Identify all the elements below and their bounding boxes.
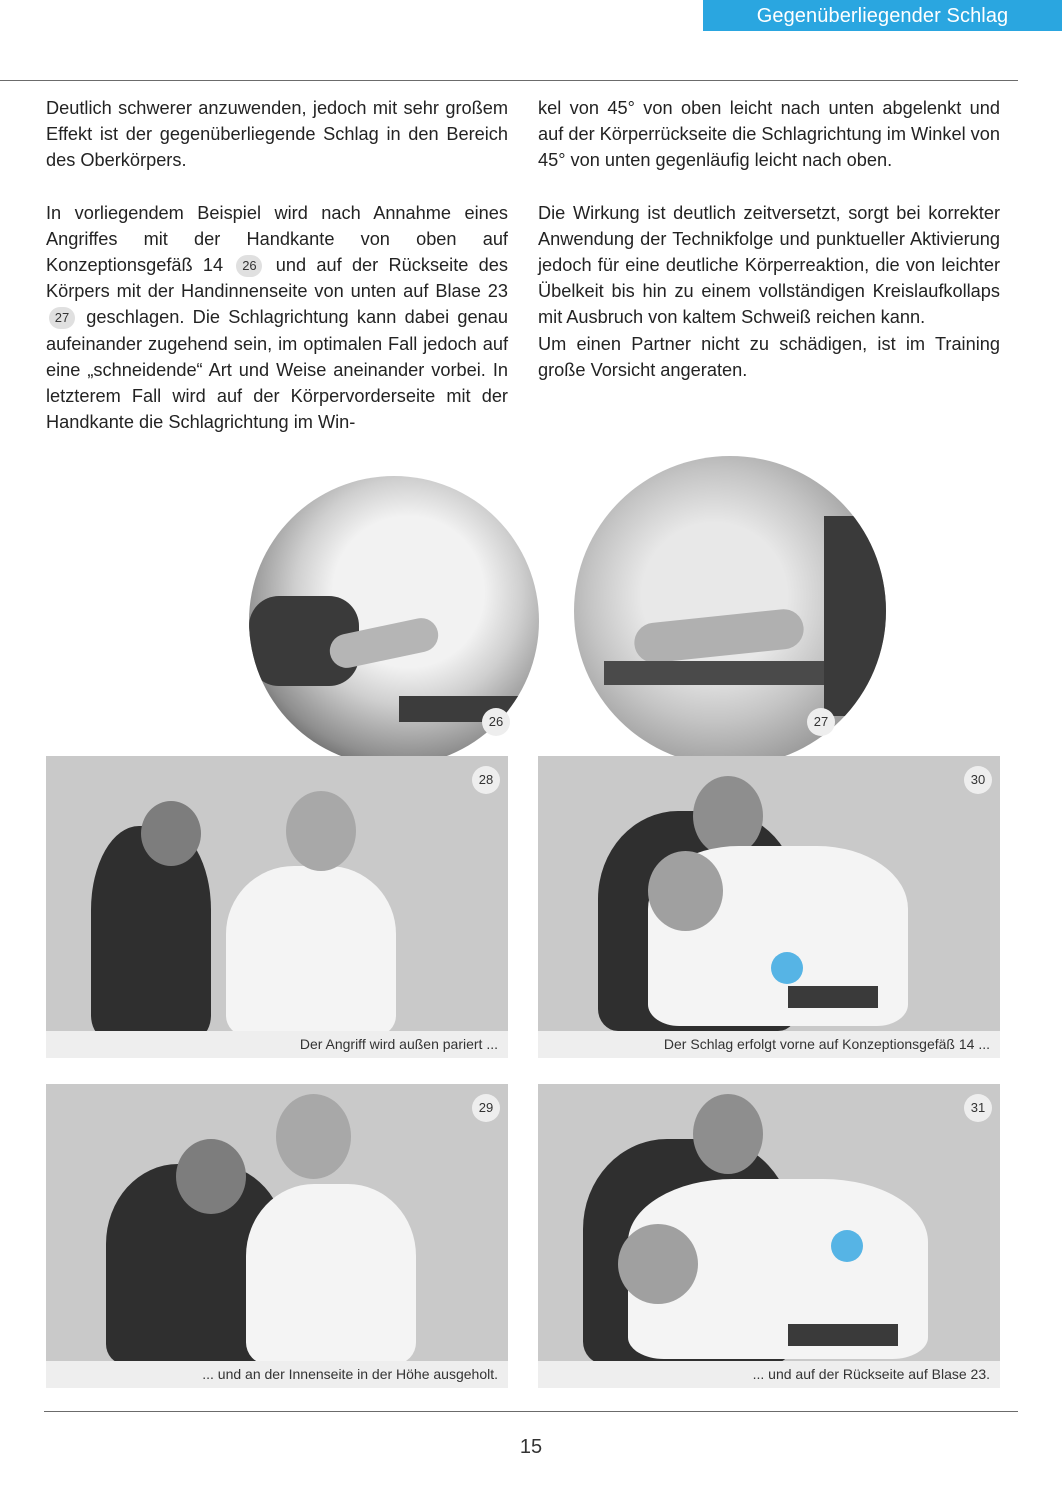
sleeve-shape — [824, 516, 886, 716]
person-head — [618, 1224, 698, 1304]
belt-shape — [788, 986, 878, 1008]
person-head — [648, 851, 723, 931]
person-white-gi — [226, 866, 396, 1036]
photo-31 — [538, 1084, 1000, 1388]
figure-number: 31 — [964, 1094, 992, 1122]
hand-shape — [632, 607, 805, 665]
pressure-point-marker — [771, 952, 803, 984]
figure-number-26: 26 — [482, 708, 510, 736]
person-head — [141, 801, 201, 866]
photo-caption: ... und auf der Rückseite auf Blase 23. — [538, 1361, 1000, 1388]
photo-29 — [46, 1084, 508, 1388]
figure-reference: 27 — [49, 307, 75, 329]
pressure-point-marker — [831, 1230, 863, 1262]
detail-photo-27 — [574, 456, 886, 766]
figure-number: 29 — [472, 1094, 500, 1122]
chapter-title: Gegenüberliegender Schlag — [703, 0, 1062, 31]
figure-number-27: 27 — [807, 708, 835, 736]
person-head — [693, 1094, 763, 1174]
page-number: 15 — [519, 1436, 543, 1458]
paragraph-text: In vorliegendem Beispiel wird nach Annahme eines Angriffes mit der Handkante von oben auf Konzeptionsgefäß 14 — [46, 202, 508, 276]
person-head — [693, 776, 763, 856]
person-head — [176, 1139, 246, 1214]
paragraph — [46, 200, 508, 436]
photo-caption: Der Angriff wird außen pariert ... — [46, 1031, 508, 1058]
paragraph: kel von 45° von oben leicht nach unten abgelenkt und auf der Körperrückseite die Schlagrichtung im Winkel von 45° von unten gegenläufig leicht nach oben. — [538, 98, 1000, 171]
photo-28 — [46, 756, 508, 1058]
paragraph: Um einen Partner nicht zu schädigen, ist im Training große Vorsicht angeraten. — [538, 333, 1000, 380]
photo-caption: ... und an der Innenseite in der Höhe ausgeholt. — [46, 1361, 508, 1388]
figure-number: 28 — [472, 766, 500, 794]
belt-shape — [788, 1324, 898, 1346]
photo-caption: Der Schlag erfolgt vorne auf Konzeptionsgefäß 14 ... — [538, 1031, 1000, 1058]
figure-number: 30 — [964, 766, 992, 794]
photo-30 — [538, 756, 1000, 1058]
paragraph-text: geschlagen. Die Schlagrichtung kann dabei genau aufeinander zugehend sein, im optimalen Fall jedoch auf eine „schneidende“ Art und Weise aneinander vorbei. In letzterem Fall wird auf der Körpervorderseite mit der Handkante die Schlagrichtung im Win- — [46, 307, 508, 433]
paragraph-text: und auf der Rückseite des Körpers mit der Handinnenseite von unten auf Blase 23 — [46, 255, 508, 302]
person-white-gi — [246, 1184, 416, 1364]
person-head — [276, 1094, 351, 1179]
paragraph: Die Wirkung ist deutlich zeitversetzt, sorgt bei korrekter Anwendung der Technikfolge und punktueller Aktivierung jedoch für eine deutliche Körperreaktion, die von leichter Übelkeit bis hin zu einem vollständigen Kreislaufkollaps mit Ausbruch von kaltem Schweiß reichen kann. — [538, 202, 1000, 328]
text-column-left — [46, 95, 508, 435]
belt-shape — [399, 696, 539, 722]
figure-reference: 26 — [236, 255, 262, 277]
top-divider — [0, 80, 1018, 81]
belt-shape — [604, 661, 844, 685]
bottom-divider — [44, 1411, 1018, 1412]
person-head — [286, 791, 356, 871]
paragraph: Deutlich schwerer anzuwenden, jedoch mit sehr großem Effekt ist der gegenüberliegende Schlag in den Bereich des Oberkörpers. — [46, 98, 508, 171]
text-column-right — [538, 95, 1000, 383]
